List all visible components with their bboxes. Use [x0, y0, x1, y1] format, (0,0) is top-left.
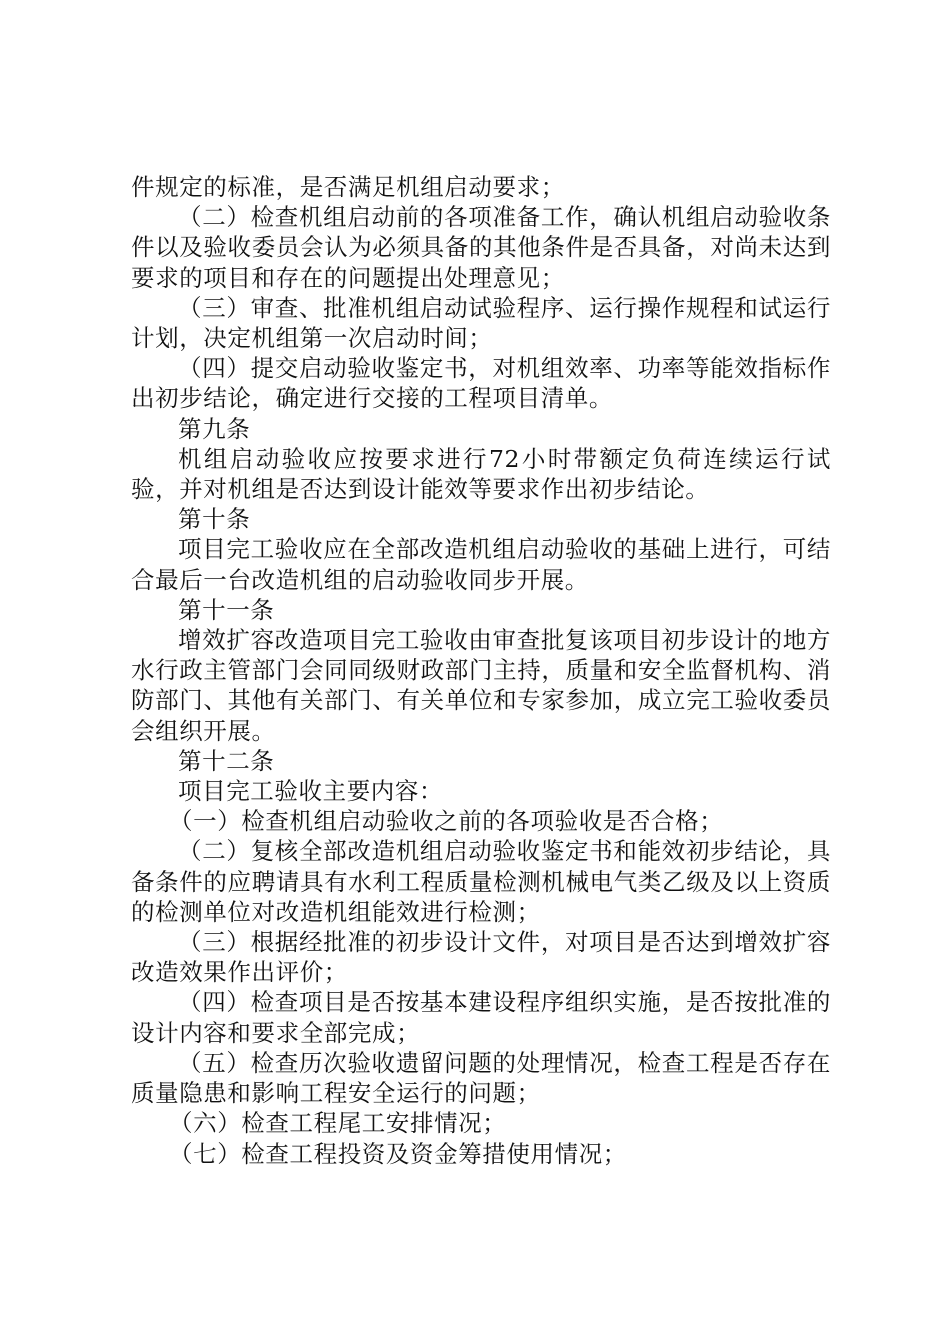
article-11-text: 增效扩容改造项目完工验收由审查批复该项目初步设计的地方水行政主管部门会同同级财政部门主持，质量和安全监督机构、消防部门、其他有关部门、有关单位和专家参加，成立完工验收委员会组织开展。	[131, 626, 831, 745]
paragraph-item-3: （三）审查、批准机组启动试验程序、运行操作规程和试运行计划，决定机组第一次启动时间；	[131, 293, 831, 353]
article-9-text: 机组启动验收应按要求进行72小时带额定负荷连续运行试验，并对机组是否达到设计能效等要求作出初步结论。	[131, 444, 831, 504]
article-10-text: 项目完工验收应在全部改造机组启动验收的基础上进行，可结合最后一台改造机组的启动验收同步开展。	[131, 535, 831, 594]
article-12-item-5: （五）检查历次验收遗留问题的处理情况，检查工程是否存在质量隐患和影响工程安全运行的问题；	[131, 1048, 831, 1108]
paragraph-continuation: 件规定的标准，是否满足机组启动要求；	[131, 173, 565, 201]
paragraph-item-4: （四）提交启动验收鉴定书，对机组效率、功率等能效指标作出初步结论，确定进行交接的工程项目清单。	[131, 354, 831, 413]
article-12-item-4: （四）检查项目是否按基本建设程序组织实施，是否按批准的设计内容和要求全部完成；	[131, 988, 831, 1047]
article-heading-11: 第十一条	[178, 595, 275, 624]
article-12-item-7: （七）检查工程投资及资金筹措使用情况；	[169, 1139, 627, 1168]
article-12-intro: 项目完工验收主要内容：	[178, 777, 444, 806]
article-12-item-2: （二）复核全部改造机组启动验收鉴定书和能效初步结论，具备条件的应聘请具有水利工程质量检测机械电气类乙级及以上资质的检测单位对改造机组能效进行检测；	[131, 837, 831, 926]
article-heading-9: 第九条	[178, 414, 251, 443]
article-12-item-3: （三）根据经批准的初步设计文件，对项目是否达到增效扩容改造效果作出评价；	[131, 928, 831, 987]
document-body	[131, 172, 831, 1169]
article-heading-10: 第十条	[178, 505, 251, 534]
paragraph-item-2: （二）检查机组启动前的各项准备工作，确认机组启动验收条件以及验收委员会认为必须具备的其他条件是否具备，对尚未达到要求的项目和存在的问题提出处理意见；	[131, 203, 831, 292]
article-12-item-6: （六）检查工程尾工安排情况；	[169, 1109, 507, 1138]
article-heading-12: 第十二条	[178, 746, 275, 775]
article-12-item-1: （一）检查机组启动验收之前的各项验收是否合格；	[169, 807, 724, 836]
